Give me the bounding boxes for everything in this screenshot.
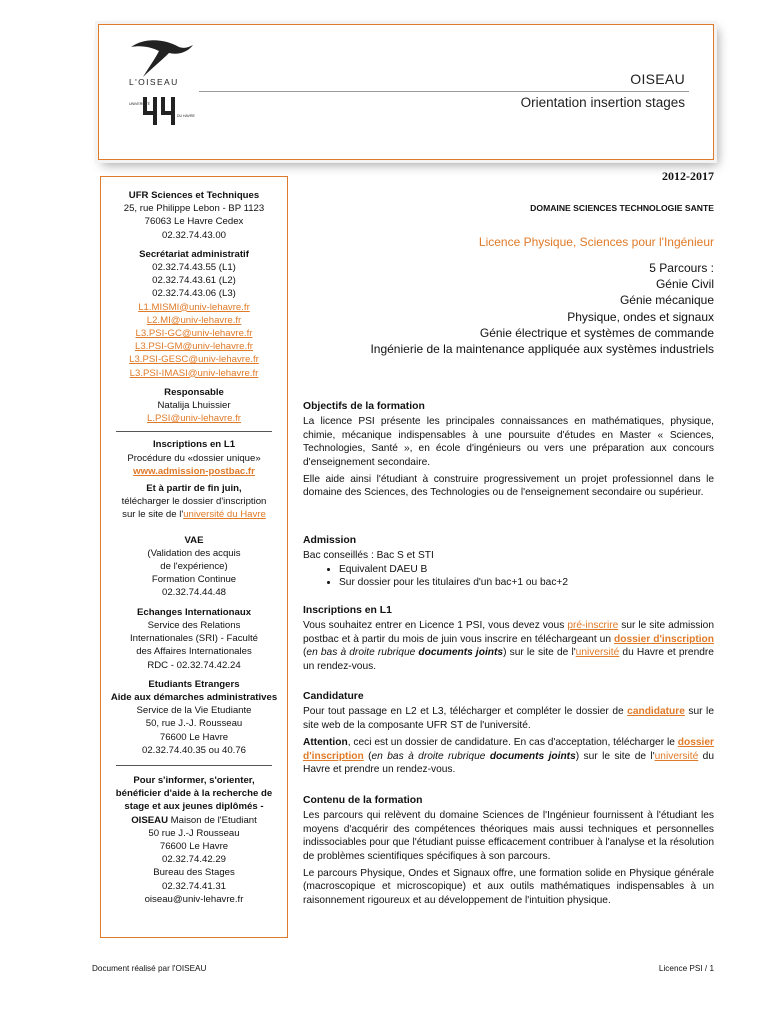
universite-link-2[interactable]: université [654, 750, 699, 762]
sidebar-divider-2 [116, 765, 272, 766]
text-run: Pour tout passage en L2 et L3, télécharger et compléter le dossier de [303, 706, 628, 718]
contact-sidebar [100, 176, 288, 938]
email-link-l3-psi-gesc[interactable]: L3.PSI-GESC@univ-lehavre.fr [129, 354, 259, 366]
info-line-1: 50 rue J.-J Rousseau [148, 827, 240, 839]
contenu-title: Contenu de la formation [303, 795, 423, 806]
sec-phone-l2: 02.32.74.43.61 (L2) [152, 275, 236, 287]
licence-title: Licence Physique, Sciences pour l'Ingénieur [478, 235, 714, 249]
fin-juin-text-2 [101, 508, 287, 521]
inscriptions-l1-title: Inscriptions en L1 [303, 605, 392, 616]
candidature-title: Candidature [303, 691, 364, 702]
vae-line-1: (Validation des acquis [147, 547, 241, 559]
ufr-title: UFR Sciences et Techniques [128, 190, 260, 201]
info-oiseau: OISEAU [131, 814, 169, 826]
etrangers-title-2: Aide aux démarches administratives [110, 691, 278, 703]
fin-juin-title: Et à partir de fin juin, [146, 483, 242, 495]
parcours-item: Ingénierie de la maintenance appliquée aux systèmes industriels [370, 342, 714, 357]
info-title-1: Pour s'informer, s'orienter, [133, 774, 255, 786]
univ-small-text-2: DU HAVRE [177, 114, 195, 118]
text-run: ) sur le site de l' [575, 750, 655, 762]
email-link-l3-psi-gc[interactable]: L3.PSI-GC@univ-lehavre.fr [135, 328, 253, 340]
info-phone-1: 02.32.74.42.29 [161, 854, 227, 866]
objectifs-paragraph-1: La licence PSI présente les principales connaissances en mathématiques, physique, chimie, mécanique indispensables à une poursuite d'études en Master « Sciences, Technologies, Santé », en école d'ingénieurs ou vers une préparation aux concours d'enseignement secondaire. [303, 416, 714, 468]
responsable-title: Responsable [164, 386, 224, 398]
echanges-line-2: Internationales (SRI) - Faculté [130, 633, 258, 645]
parcours-item: Génie électrique et systèmes de commande [479, 325, 714, 340]
parcours-item: Génie Civil [655, 277, 714, 292]
universite-havre-link[interactable]: université du Havre [183, 509, 266, 521]
secretariat-title: Secrétariat administratif [139, 248, 249, 260]
responsable-name: Natalija Lhuissier [157, 400, 231, 412]
objectifs-section [303, 400, 714, 504]
echanges-line-4: RDC - 02.32.74.42.24 [147, 659, 241, 671]
parcours-item: Physique, ondes et signaux [567, 309, 714, 324]
etrangers-phone: 02.32.74.40.35 ou 40.76 [141, 744, 247, 756]
info-title-2: bénéficier d'aide à la recherche de [115, 788, 273, 800]
parcours-item: Génie mécanique [619, 293, 714, 308]
vae-phone: 02.32.74.44.48 [161, 587, 227, 599]
sidebar-divider [116, 431, 272, 432]
vae-line-2: de l'expérience) [160, 561, 228, 573]
candidature-paragraph [303, 705, 714, 732]
inscriptions-paragraph [303, 619, 714, 673]
inscriptions-section [303, 604, 714, 677]
vae-line-3: Formation Continue [151, 574, 237, 586]
text-run: ( [303, 647, 307, 659]
sec-phone-l3: 02.32.74.43.06 (L3) [152, 288, 236, 300]
info-email: oiseau@univ-lehavre.fr [144, 893, 244, 905]
email-link-l3-psi-gm[interactable]: L3.PSI-GM@univ-lehavre.fr [135, 341, 253, 353]
list-item: • Sur dossier pour les titulaires d'un bac+1 ou bac+2 [339, 576, 714, 589]
admission-postbac-link[interactable]: www.admission-postbac.fr [133, 465, 255, 477]
echanges-line-1: Service des Relations [147, 619, 241, 631]
etrangers-line-1: Service de la Vie Etudiante [136, 705, 252, 717]
admission-list [303, 563, 714, 590]
echanges-line-3: des Affaires Internationales [136, 646, 252, 658]
inscriptions-title: Inscriptions en L1 [152, 439, 236, 451]
admission-section [303, 534, 714, 590]
admission-text: Bac conseillés : Bac S et STI [303, 550, 434, 562]
text-run: documents joints [489, 750, 576, 762]
info-maison: Maison de l'Etudiant [168, 814, 257, 826]
domain-label: DOMAINE SCIENCES TECHNOLOGIE SANTE [530, 203, 714, 213]
contenu-paragraph-1: Les parcours qui relèvent du domaine Sciences de l'Ingénieur fournissent à l'étudiant les moyens d'acquérir des compétences théoriques mais aussi techniques et personnelles indissociables pour que l'étudiant puisse efficacement contribuer à l'analyse et la résolution de problèmes scientifiques spécifiques à son parcours. [303, 810, 714, 862]
text-run: du Havre et prendre un rendez-vous. [303, 750, 714, 776]
responsable-email-link[interactable]: L.PSI@univ-lehavre.fr [147, 413, 241, 425]
dossier-inscription-link[interactable]: dossier d'inscription [614, 633, 714, 645]
echanges-title: Echanges Internationaux [136, 606, 252, 618]
pre-inscrire-link[interactable]: pré-inscrire [567, 620, 619, 632]
text-run: sur le site web de la composante UFR ST de l'université. [303, 706, 714, 731]
inscriptions-text: Procédure du «dossier unique» [127, 452, 261, 464]
dossier-inscription-link-2[interactable]: dossier d'inscription [303, 737, 714, 762]
footer-page-number: Licence PSI / 1 [658, 964, 714, 973]
text-run: Attention [303, 737, 348, 749]
info-phone-2: 02.32.74.41.31 [161, 880, 227, 892]
text-run: en bas à droite rubrique [371, 750, 490, 762]
attention-paragraph [303, 736, 714, 776]
banner-title: OISEAU [630, 71, 685, 87]
footer-left: Document réalisé par l'OISEAU [92, 964, 207, 973]
universite-link[interactable]: université [575, 647, 620, 659]
banner-divider [199, 91, 689, 92]
email-link-l3-psi-imasi[interactable]: L3.PSI-IMASI@univ-lehavre.fr [129, 367, 259, 379]
ufr-phone: 02.32.74.43.00 [161, 229, 227, 241]
contenu-paragraph-2: Le parcours Physique, Ondes et Signaux offre, une formation solide en Physique générale (macroscopique et microscopique) et aux outils mathématiques indispensables à un raisonnement rigoureux et au développement de l'intuition physique. [303, 868, 714, 906]
fin-juin-prefix: sur le site de l' [122, 509, 184, 521]
etrangers-line-2: 50, rue J.-J. Rousseau [145, 718, 243, 730]
info-line-3: Bureau des Stages [153, 867, 235, 879]
text-run: en bas à droite rubrique [306, 647, 419, 659]
fin-juin-text-1: télécharger le dossier d'inscription [121, 496, 267, 508]
parcours-list [370, 260, 714, 357]
year-range: 2012-2017 [662, 169, 714, 183]
text-run: ( [363, 750, 372, 762]
objectifs-paragraph-2: Elle aide ainsi l'étudiant à construire progressivement un projet professionnel dans le domaine des Sciences, des Technologies ou de l'enseignement secondaire ou supérieur. [303, 474, 714, 499]
list-item: • Equivalent DAEU B [339, 563, 714, 576]
admission-title: Admission [303, 535, 357, 546]
header-banner [98, 24, 714, 160]
objectifs-title: Objectifs de la formation [303, 401, 425, 412]
banner-subtitle: Orientation insertion stages [520, 95, 685, 110]
etrangers-line-3: 76600 Le Havre [159, 731, 229, 743]
ufr-address-1: 25, rue Philippe Lebon - BP 1123 [123, 203, 265, 215]
text-run: sur le site admission postbac et à partir du mois de juin vous inscrire en téléchargeant un [303, 620, 714, 645]
univ-small-text: UNIVERSITÉ [129, 102, 151, 106]
text-run: , ceci est un dossier de candidature. En cas d'acceptation, télécharger le [347, 737, 678, 749]
info-line-2: 76600 Le Havre [159, 840, 229, 852]
candidature-link[interactable]: candidature [627, 706, 685, 718]
university-logo-icon [129, 93, 195, 129]
logo-text: L'OISEAU [129, 77, 179, 87]
etrangers-title-1: Etudiants Etrangers [148, 678, 240, 690]
info-oiseau-line [101, 814, 287, 827]
sec-phone-l1: 02.32.74.43.55 (L1) [152, 262, 236, 274]
contenu-section [303, 794, 714, 911]
text-run: documents joints [418, 647, 504, 659]
text-run: du Havre et prendre un rendez-vous. [303, 647, 714, 672]
info-title-3: stage et aux jeunes diplômés - [124, 801, 264, 813]
email-link-l2-mi[interactable]: L2.MI@univ-lehavre.fr [146, 314, 242, 326]
text-run: Vous souhaitez entrer en Licence 1 PSI, vous devez vous [303, 620, 568, 632]
parcours-heading: 5 Parcours : [649, 261, 714, 275]
vae-title: VAE [184, 534, 204, 546]
text-run: ) sur le site de l' [503, 647, 576, 659]
email-link-l1-mismi[interactable]: L1.MISMI@univ-lehavre.fr [138, 301, 250, 313]
ufr-address-2: 76063 Le Havre Cedex [144, 216, 244, 228]
candidature-section [303, 690, 714, 780]
